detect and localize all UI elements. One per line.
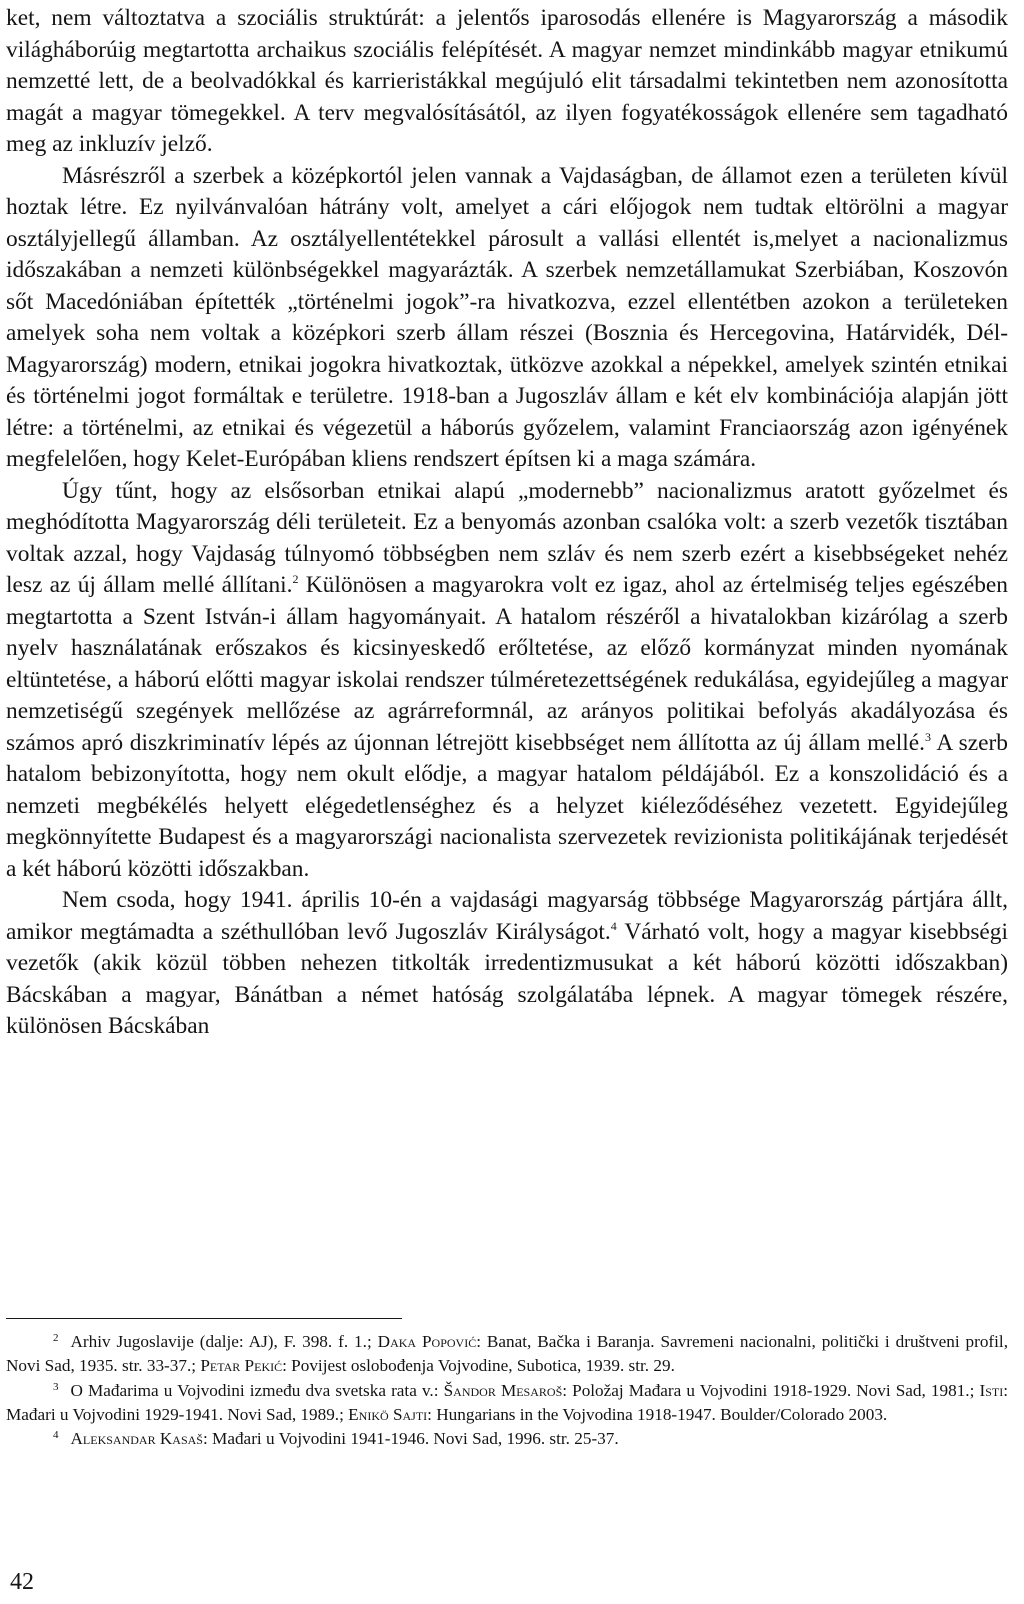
paragraph-3-text-a: Úgy tűnt, hogy az elsősorban etnikai alapú „modernebb” nacionalizmus aratott győzelmet és meghódította Magyarország déli területeit. Ez a benyomás azonban csalóka volt: a szerb vezetők tisztában voltak azzal, hogy Vajdaság túlnyomó többségben nem szláv és nem szerb ezért a kisebbségeket nehéz lesz az új állam mellé állítani. — [6, 477, 1008, 598]
footnote-2-author-1: Daka Popović — [377, 1332, 477, 1351]
footnotes — [6, 1330, 1008, 1451]
main-text — [6, 0, 1008, 1043]
paragraph-3 — [6, 476, 1008, 886]
footnote-3-text-1: O Mađarima u Vojvodini između dva svetska rata v.: — [70, 1380, 444, 1400]
paragraph-4-text-b: Várható volt, hogy a magyar kisebbségi vezetők (akik közül többen nehezen titkolták irredentizmusukat a két háború közötti időszakban) Bácskában a magyar, Bánátban a német hatóság szolgálatába lépnek. A magyar tömegek részére, különösen Bácskában — [6, 918, 1008, 1039]
footnote-4-mark: 4 — [53, 1429, 59, 1442]
paragraph-4-text-a: Nem csoda, hogy 1941. április 10-én a vajdasági magyarság többsége Magyarország pártjára állt, amikor megtámadta a széthullóban levő Jugoszláv Királyságot. — [6, 887, 1008, 945]
footnote-4 — [6, 1427, 1008, 1451]
footnote-3 — [6, 1379, 1008, 1428]
footnote-4-author-1: Aleksandar Kasaš — [70, 1429, 203, 1449]
paragraph-3-text-b: Különösen a magyarokra volt ez igaz, ahol az értelmiség teljes egészében megtartotta a Szent István-i állam hagyományait. A hatalom részéről a hivatalokban kizárólag a szerb nyelv használatának erőszakos és kicsinyeskedő erőltetése, az előző kormányzat minden nyomának eltüntetése, a háború előtti magyar iskolai rendszer túlméretezettségének redukálása, egyidejűleg a magyar nemzetiségű szegények mellőzése az agrárreformnál, az arányos politikai befolyás akadályozása és számos apró diszkriminatív lépés az újonnan létrejött kisebbséget nem állította az új állam mellé. — [6, 572, 1008, 756]
paragraph-4 — [6, 885, 1008, 1043]
paragraph-2-text: Másrészről a szerbek a középkortól jelen vannak a Vajdaságban, de államot ezen a területen kívül hoztak létre. Ez nyilvánvalóan hátrány volt, amelyet a cári előjogok nem tudtak eltörölni a magyar osztályjellegű államban. Az osztályellentétekkel párosult a vallási ellentét is,melyet a nacionalizmus időszakában a nemzeti különbségekkel magyarázták. A szerbek nemzetállamukat Szerbiában, Koszovón sőt Macedóniában építették „történelmi jogok”-ra hivatkozva, ezzel ellentétben azokon a területeken amelyek soha nem voltak a középkori szerb állam részei (Bosznia és Hercegovina, Határvidék, Dél-Magyarország) modern, etnikai jogokra hivatkoztak, ütközve azokkal a népekkel, amelyek szintén etnikai és történelmi jogot formáltak e területre. 1918-ban a Jugoszláv állam e két elv kombinációja alapján jött létre: a történelmi, az etnikai és végezetül a háborús győzelem, valamint Franciaország azon igényének megfelelően, hogy Kelet-Európában kliens rendszert építsen ki a maga számára. — [6, 162, 1008, 472]
footnote-2-author-2: Petar Pekić — [200, 1356, 283, 1376]
footnote-3-author-3: Enikö Sajti — [348, 1404, 428, 1424]
footnote-2 — [6, 1330, 1008, 1379]
footnote-2-mark: 2 — [53, 1332, 59, 1344]
footnote-2-text-2: : Banat, Bačka i Baranja. Savremeni nacionalni, politički i društveni profil, Novi Sad, 1935. str. 33-37.; — [6, 1332, 1008, 1376]
footnote-ref-3[interactable]: 3 — [924, 729, 931, 744]
footnote-divider — [6, 1318, 402, 1319]
footnote-3-mark: 3 — [53, 1380, 59, 1393]
page-number: 42 — [10, 1569, 34, 1595]
footnote-4-text-1: : Mađari u Vojvodini 1941-1946. Novi Sad, 1996. str. 25-37. — [202, 1429, 619, 1449]
paragraph-1-text: ket, nem változtatva a szociális struktúrát: a jelentős iparosodás ellenére is Magyarország a második világháborúig megtartotta archaikus szociális felépítését. A magyar nemzet mindinkább magyar etnikumú nemzetté lett, de a beolvadókkal és karrieristákkal megújuló elit társadalmi tekintetben nem azonosította magát a magyar tömegekkel. A terv megvalósításától, az ilyen fogyatékosságok ellenére sem tagadható meg az inkluzív jelző. — [6, 5, 1008, 157]
footnote-3-text-4: : Hungarians in the Vojvodina 1918-1947. Boulder/Colorado 2003. — [427, 1404, 888, 1424]
footnote-3-text-3: : Mađari u Vojvodini 1929-1941. Novi Sad, 1989.; — [6, 1380, 1009, 1424]
paragraph-2 — [6, 161, 1008, 476]
footnote-2-text-1: Arhiv Jugoslavije (dalje: AJ), F. 398. f. 1.; — [70, 1332, 378, 1351]
footnote-ref-4[interactable]: 4 — [610, 918, 617, 933]
footnote-3-author-2: Isti — [979, 1380, 1004, 1400]
paragraph-3-text-c: A szerb hatalom bebizonyította, hogy nem okult elődje, a magyar hatalom példájából. Ez a konszolidáció és a nemzeti megbékélés helyett elégedetlenséghez és a helyzet kiéleződéséhez vezetett. Egyidejűleg megkönnyítette Budapest és a magyarországi nacionalista szervezetek revizionista politikájának terjedését a két háború közötti időszakban. — [6, 729, 1009, 882]
footnote-ref-2[interactable]: 2 — [292, 572, 299, 586]
footnote-2-text-3: : Povijest oslobođenja Vojvodine, Subotica, 1939. str. 29. — [282, 1356, 675, 1376]
footnote-3-text-2: : Položaj Mađara u Vojvodini 1918-1929. Novi Sad, 1981.; — [562, 1380, 980, 1400]
footnote-3-author-1: Šandor Mesaroš — [443, 1380, 563, 1400]
paragraph-1 — [6, 3, 1008, 161]
